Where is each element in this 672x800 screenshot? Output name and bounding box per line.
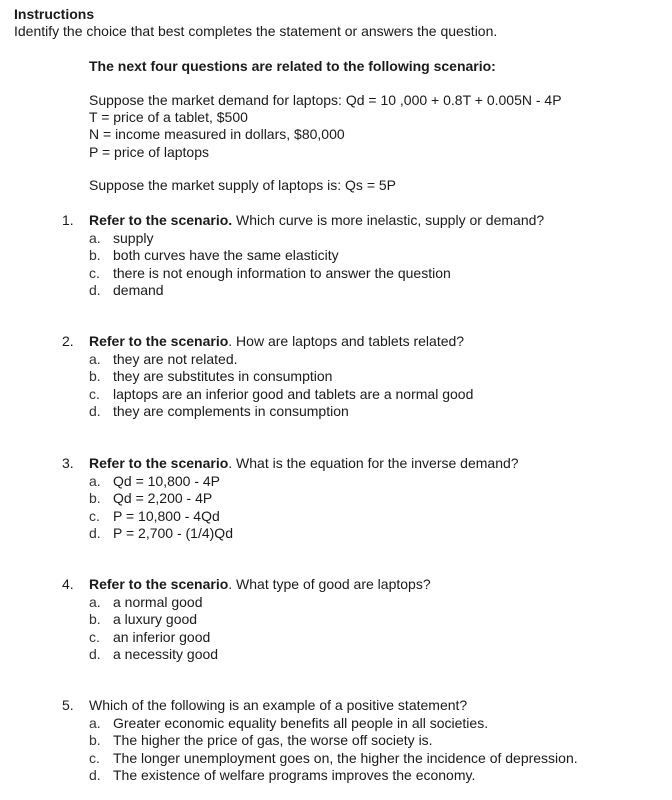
question-text: . How are laptops and tablets related? — [228, 333, 465, 349]
question-number: 3. — [62, 455, 74, 471]
choice-letter: b. — [89, 732, 101, 748]
choice-c[interactable] — [89, 629, 652, 647]
question-2 — [62, 333, 652, 421]
choice-d[interactable] — [89, 646, 652, 664]
choice-letter: d. — [89, 525, 101, 541]
choice-b[interactable] — [89, 247, 652, 265]
choice-c[interactable] — [89, 750, 652, 768]
instructions-text: Identify the choice that best completes the statement or answers the question. — [14, 23, 498, 39]
choice-letter: b. — [89, 611, 101, 627]
choice-letter: a. — [89, 472, 101, 489]
choice-letter: c. — [89, 264, 100, 281]
question-stem — [62, 576, 652, 594]
question-number: 4. — [62, 576, 74, 592]
choice-c[interactable] — [89, 508, 652, 526]
choice-letter: a. — [89, 350, 101, 367]
choice-letter: a. — [89, 593, 101, 610]
choice-letter: d. — [89, 282, 101, 298]
choice-a[interactable] — [89, 230, 652, 248]
question-5 — [62, 697, 652, 785]
choice-text: they are substitutes in consumption — [113, 368, 333, 384]
choice-text: The existence of welfare programs improves the economy. — [113, 767, 476, 783]
choice-b[interactable] — [89, 732, 652, 750]
question-text: Which of the following is an example of a positive statement? — [89, 697, 468, 713]
question-lead: Refer to the scenario — [89, 455, 229, 471]
demand-equation: Suppose the market demand for laptops: Qd = 10 ,000 + 0.8T + 0.005N - 4P — [89, 92, 562, 108]
choice-a[interactable] — [89, 351, 652, 369]
choice-text: laptops are an inferior good and tablets are a normal good — [113, 385, 474, 402]
question-stem — [62, 212, 652, 230]
question-text: . What is the equation for the inverse demand? — [228, 455, 519, 471]
variable-n: N = income measured in dollars, $80,000 — [89, 126, 345, 143]
choice-b[interactable] — [89, 490, 652, 508]
choice-a[interactable] — [89, 715, 652, 733]
choice-d[interactable] — [89, 282, 652, 300]
variable-p: P = price of laptops — [89, 143, 209, 160]
question-3 — [62, 455, 652, 543]
choice-list — [89, 351, 652, 421]
scenario-block — [89, 58, 649, 194]
choice-d[interactable] — [89, 525, 652, 543]
scenario-heading: The next four questions are related to the following scenario: — [89, 58, 496, 74]
scenario-demand — [89, 92, 649, 161]
choice-text: a necessity good — [113, 646, 219, 662]
choice-text: there is not enough information to answer the question — [113, 264, 451, 281]
supply-equation: Suppose the market supply of laptops is: Qs = 5P — [89, 176, 397, 193]
question-4 — [62, 576, 652, 664]
question-stem — [62, 455, 652, 473]
choice-b[interactable] — [89, 611, 652, 629]
choice-list — [89, 473, 652, 543]
choice-text: both curves have the same elasticity — [113, 247, 339, 263]
choice-c[interactable] — [89, 265, 652, 283]
choice-text: P = 2,700 - (1/4)Qd — [113, 525, 233, 541]
choice-text: they are not related. — [113, 350, 238, 367]
choice-text: P = 10,800 - 4Qd — [113, 507, 220, 524]
variable-t: T = price of a tablet, $500 — [89, 109, 248, 126]
question-1 — [62, 212, 652, 300]
question-stem — [62, 697, 652, 715]
choice-b[interactable] — [89, 368, 652, 386]
choice-text: Qd = 10,800 - 4P — [113, 472, 221, 489]
choice-c[interactable] — [89, 386, 652, 404]
choice-letter: b. — [89, 247, 101, 263]
choice-list — [89, 715, 652, 785]
question-text: Which curve is more inelastic, supply or demand? — [232, 212, 545, 228]
choice-text: a normal good — [113, 593, 203, 610]
choice-d[interactable] — [89, 767, 652, 785]
choice-text: they are complements in consumption — [113, 403, 349, 419]
question-number: 2. — [62, 333, 74, 349]
choice-text: Greater economic equality benefits all people in all societies. — [113, 714, 489, 731]
choice-text: demand — [113, 282, 164, 298]
choice-letter: d. — [89, 767, 101, 783]
question-lead: Refer to the scenario — [89, 333, 229, 349]
question-text: . What type of good are laptops? — [228, 576, 431, 592]
choice-list — [89, 230, 652, 300]
question-number: 1. — [62, 212, 74, 228]
choice-text: supply — [113, 229, 154, 246]
question-lead: Refer to the scenario. — [89, 212, 233, 228]
choice-letter: b. — [89, 368, 101, 384]
choice-letter: c. — [89, 749, 100, 766]
choice-letter: d. — [89, 403, 101, 419]
choice-d[interactable] — [89, 403, 652, 421]
choice-letter: a. — [89, 229, 101, 246]
choice-letter: c. — [89, 507, 100, 524]
choice-letter: a. — [89, 714, 101, 731]
question-number: 5. — [62, 697, 74, 713]
choice-letter: b. — [89, 490, 101, 506]
choice-text: Qd = 2,200 - 4P — [113, 490, 213, 506]
question-stem — [62, 333, 652, 351]
choice-a[interactable] — [89, 473, 652, 491]
choice-a[interactable] — [89, 594, 652, 612]
choice-text: The longer unemployment goes on, the higher the incidence of depression. — [113, 749, 578, 766]
instructions-title: Instructions — [14, 6, 95, 22]
choice-text: an inferior good — [113, 628, 211, 645]
choice-letter: d. — [89, 646, 101, 662]
choice-text: The higher the price of gas, the worse off society is. — [113, 732, 433, 748]
choice-letter: c. — [89, 385, 100, 402]
choice-list — [89, 594, 652, 664]
question-lead: Refer to the scenario — [89, 576, 229, 592]
choice-letter: c. — [89, 628, 100, 645]
choice-text: a luxury good — [113, 611, 198, 627]
